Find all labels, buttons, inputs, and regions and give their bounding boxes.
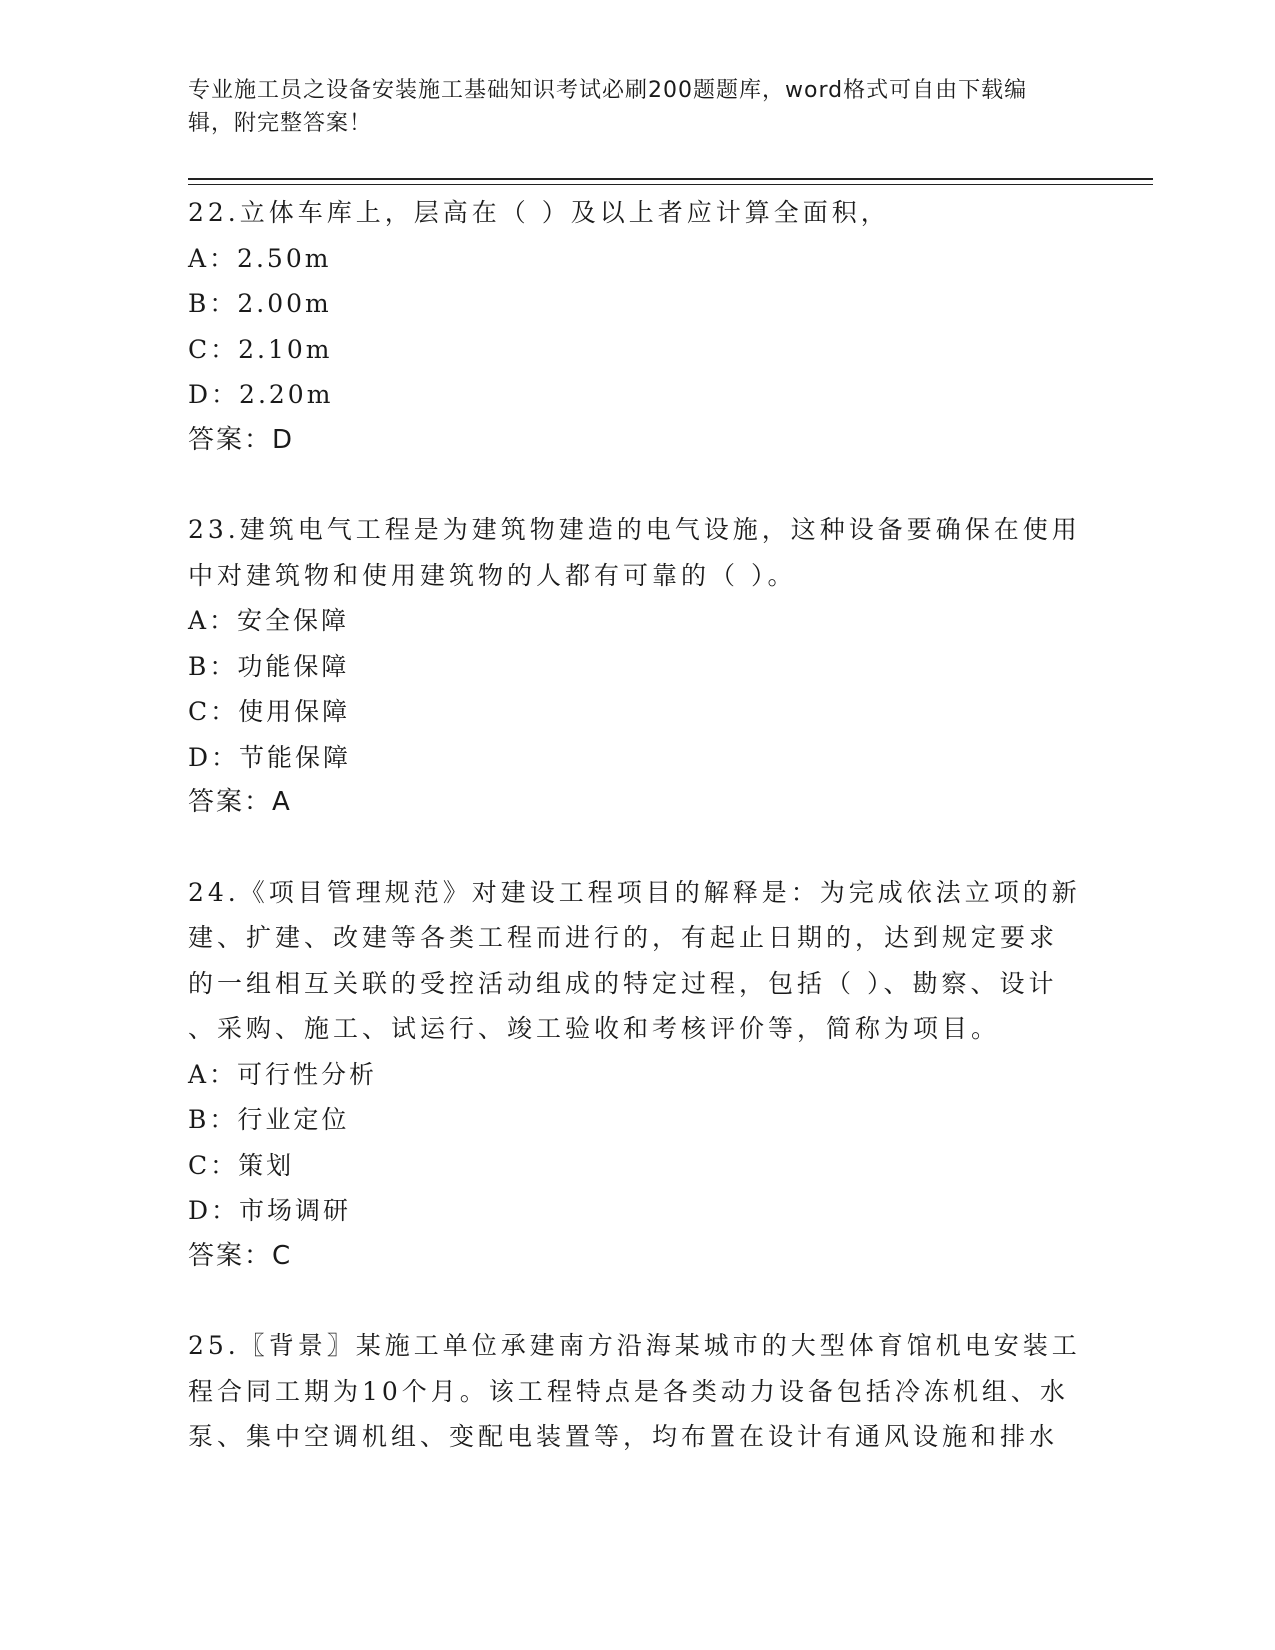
option-a: A：可行性分析 bbox=[188, 1059, 378, 1089]
header-divider-thick bbox=[188, 178, 1153, 180]
option-d: D：节能保障 bbox=[188, 742, 352, 772]
question-stem-line: 泵、集中空调机组、变配电装置等，均布置在设计有通风设施和排水 bbox=[188, 1422, 1059, 1451]
option-b: B：2.00m bbox=[188, 289, 332, 318]
question-stem-line: 22.立体车库上，层高在（ ）及以上者应计算全面积， bbox=[188, 198, 890, 227]
question-stem-line: 、采购、施工、试运行、竣工验收和考核评价等，简称为项目。 bbox=[188, 1014, 1001, 1043]
question-stem-line: 建、扩建、改建等各类工程而进行的，有起止日期的，达到规定要求 bbox=[188, 923, 1059, 952]
question-22 bbox=[188, 190, 1088, 463]
question-24 bbox=[188, 870, 1088, 1280]
option-c: C：使用保障 bbox=[188, 697, 351, 726]
answer-line bbox=[188, 418, 1088, 464]
answer-value: D bbox=[272, 424, 294, 455]
option-b: B：功能保障 bbox=[188, 651, 350, 681]
answer-line bbox=[188, 1234, 1088, 1280]
option-b: B：行业定位 bbox=[188, 1105, 350, 1134]
header-title: 专业施工员之设备安装施工基础知识考试必刷200题题库，word格式可自由下载编辑，附完整答案！ bbox=[188, 78, 1028, 136]
option-d: D：市场调研 bbox=[188, 1196, 352, 1225]
question-stem-line: 23.建筑电气工程是为建筑物建造的电气设施，这种设备要确保在使用 bbox=[188, 515, 1081, 544]
header-divider-thin bbox=[188, 184, 1153, 185]
question-stem-line: 中对建筑物和使用建筑物的人都有可靠的（ ）。 bbox=[188, 560, 797, 590]
option-a: A：2.50m bbox=[188, 243, 332, 273]
question-stem-line: 的一组相互关联的受控活动组成的特定过程，包括（ ）、勘察、设计 bbox=[188, 968, 1058, 998]
option-d: D：2.20m bbox=[188, 380, 334, 409]
document-header bbox=[188, 74, 1068, 140]
option-c: C：策划 bbox=[188, 1150, 295, 1180]
question-list bbox=[188, 190, 1088, 1504]
answer-line bbox=[188, 780, 1088, 826]
question-stem-line: 程合同工期为10个月。该工程特点是各类动力设备包括冷冻机组、水 bbox=[188, 1376, 1069, 1406]
question-25 bbox=[188, 1323, 1088, 1460]
answer-label: 答案： bbox=[188, 1240, 273, 1271]
question-23 bbox=[188, 507, 1088, 826]
question-stem-line: 25.〖背景〗某施工单位承建南方沿海某城市的大型体育馆机电安装工 bbox=[188, 1331, 1081, 1360]
answer-label: 答案： bbox=[188, 424, 273, 455]
answer-value: A bbox=[272, 787, 291, 817]
option-a: A：安全保障 bbox=[188, 606, 350, 635]
answer-value: C bbox=[272, 1240, 292, 1271]
option-c: C：2.10m bbox=[188, 334, 333, 364]
question-stem-line: 24.《项目管理规范》对建设工程项目的解释是：为完成依法立项的新 bbox=[188, 877, 1081, 907]
answer-label: 答案： bbox=[188, 787, 273, 817]
